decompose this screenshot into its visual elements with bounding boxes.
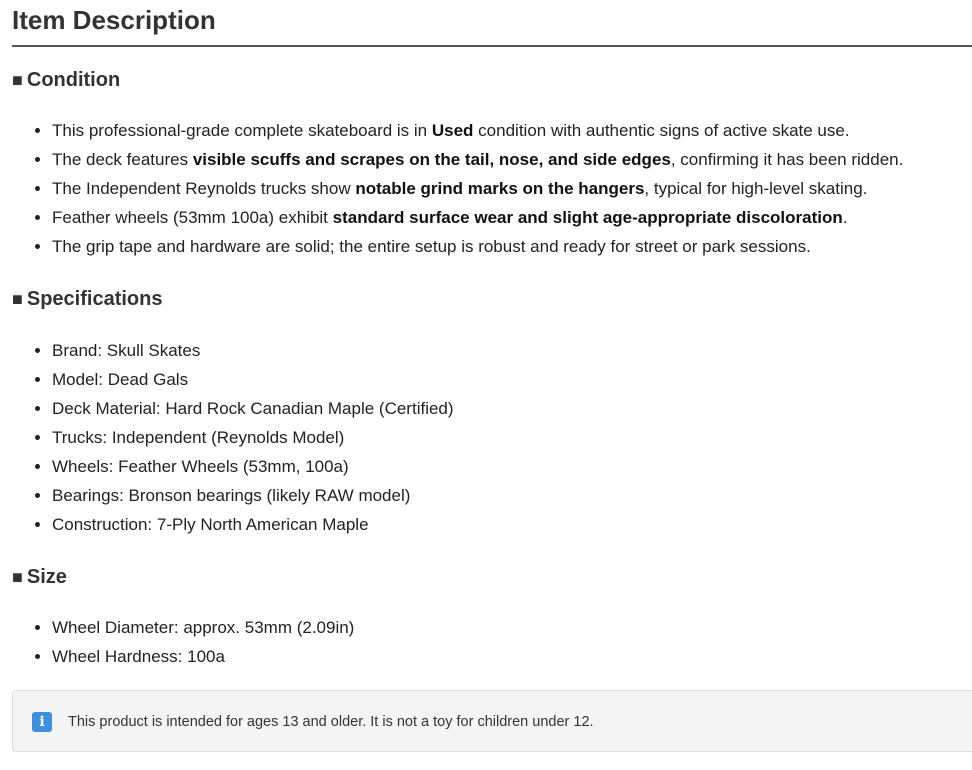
specifications-list	[12, 336, 454, 539]
spec-item-trucks: • Trucks: Independent (Reynolds Model)	[52, 423, 454, 452]
section-marker: ■	[12, 70, 23, 90]
size-heading	[12, 565, 67, 589]
size-list	[12, 613, 354, 671]
size-item-wheel-diameter: • Wheel Diameter: approx. 53mm (2.09in)	[52, 613, 354, 642]
age-notice	[12, 690, 972, 752]
spec-item-deck-material: • Deck Material: Hard Rock Canadian Maple (Certified)	[52, 394, 454, 423]
page-title: Item Description	[12, 5, 216, 35]
section-marker: ■	[12, 289, 23, 309]
spec-item-model: • Model: Dead Gals	[52, 365, 454, 394]
title-divider	[12, 45, 972, 47]
condition-item: • This professional-grade complete skateboard is in Used condition with authentic signs of active skate use.	[52, 116, 903, 145]
info-icon: i	[32, 712, 52, 732]
condition-item: • The Independent Reynolds trucks show notable grind marks on the hangers, typical for high-level skating.	[52, 174, 903, 203]
condition-heading	[12, 68, 120, 92]
specifications-heading	[12, 287, 162, 311]
spec-item-wheels: • Wheels: Feather Wheels (53mm, 100a)	[52, 452, 454, 481]
size-heading-text: Size	[26, 566, 67, 588]
condition-heading-text: Condition	[26, 69, 121, 91]
specifications-heading-text: Specifications	[26, 288, 163, 310]
item-description	[12, 0, 972, 730]
condition-list	[12, 116, 903, 261]
spec-item-brand: • Brand: Skull Skates	[52, 336, 454, 365]
size-item-wheel-hardness: • Wheel Hardness: 100a	[52, 642, 354, 671]
spec-item-bearings: • Bearings: Bronson bearings (likely RAW model)	[52, 481, 454, 510]
condition-item: • The deck features visible scuffs and scrapes on the tail, nose, and side edges, confirming it has been ridden.	[52, 145, 903, 174]
condition-item: • The grip tape and hardware are solid; the entire setup is robust and ready for street or park sessions.	[52, 232, 903, 261]
condition-item: • Feather wheels (53mm 100a) exhibit standard surface wear and slight age-appropriate discoloration.	[52, 203, 903, 232]
section-marker: ■	[12, 567, 23, 587]
age-notice-text: This product is intended for ages 13 and older. It is not a toy for children under 12.	[68, 714, 594, 730]
spec-item-construction: • Construction: 7-Ply North American Maple	[52, 510, 454, 539]
